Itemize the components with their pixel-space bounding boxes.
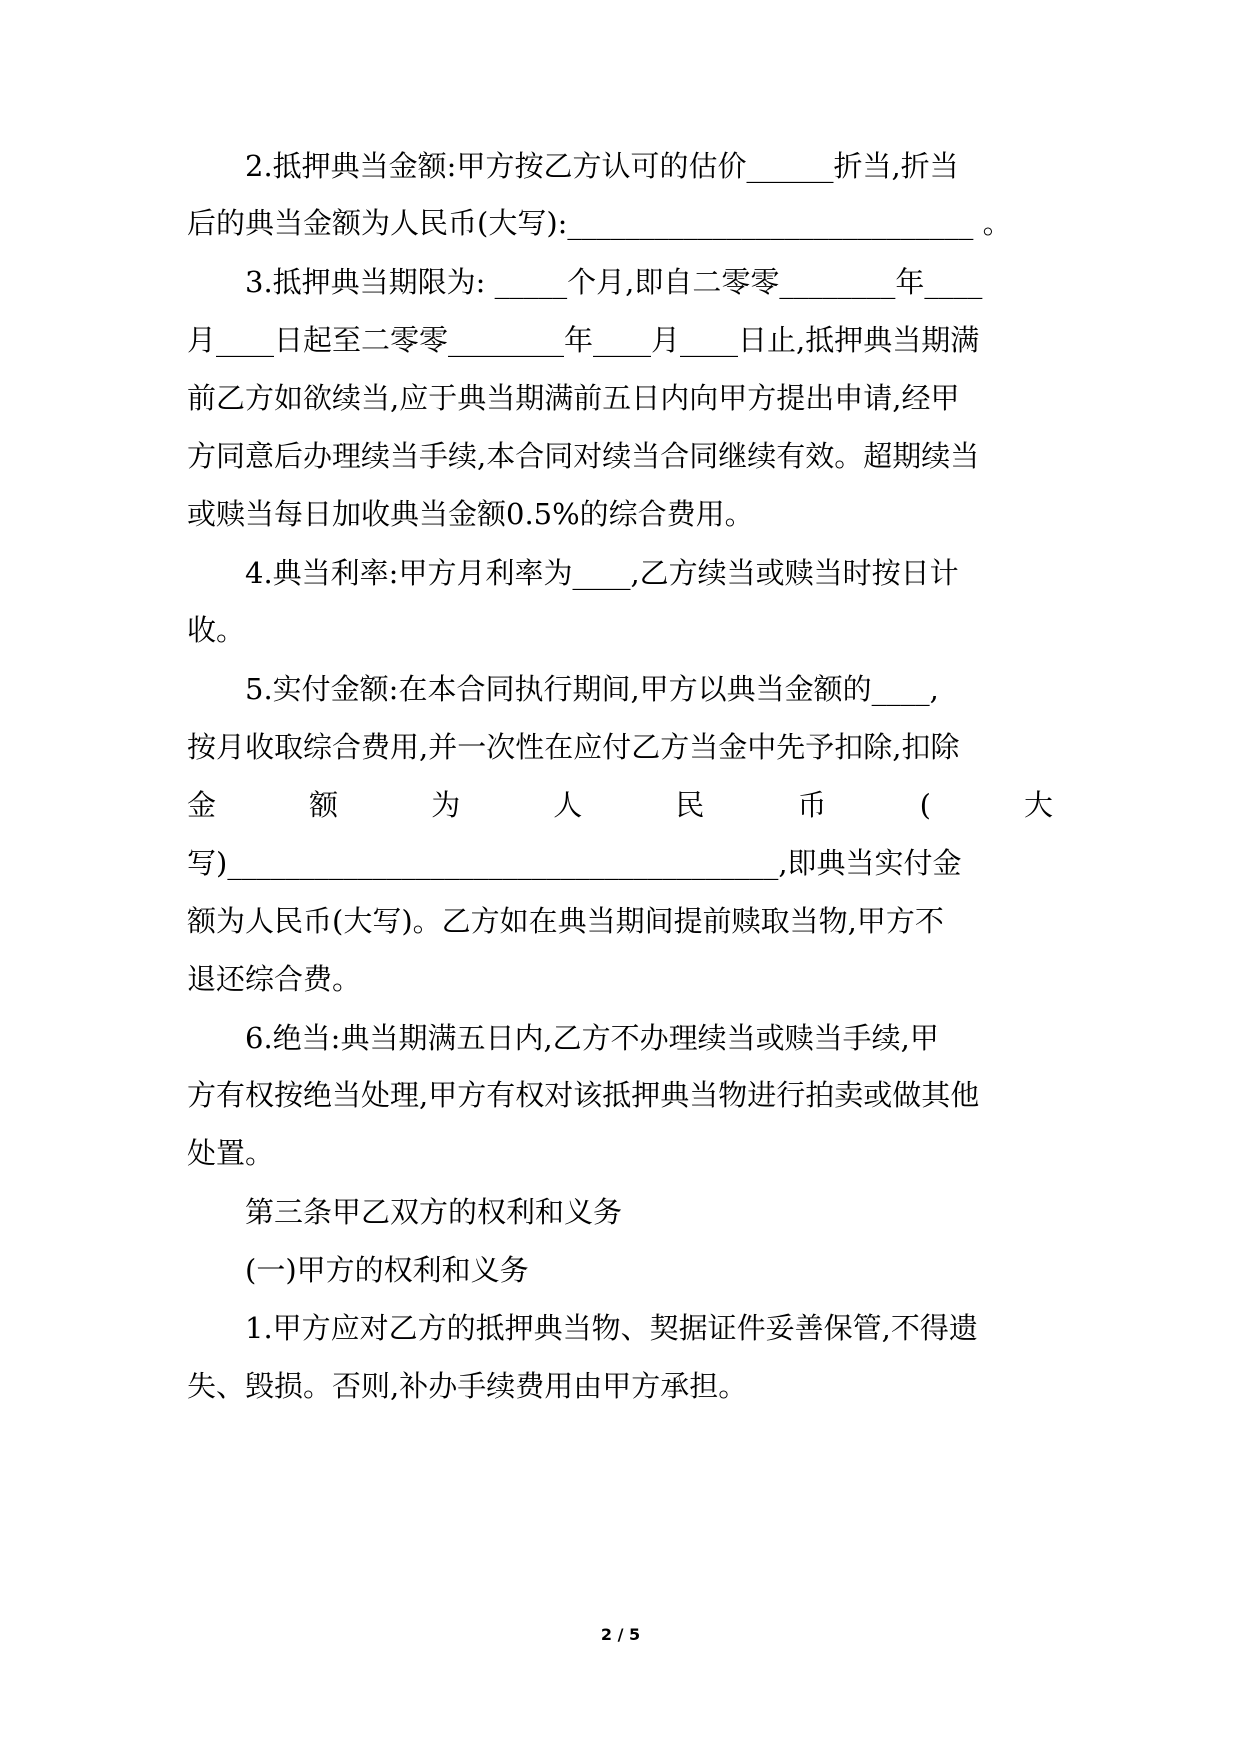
paragraph-line: 处置。 (187, 1136, 275, 1170)
paragraph-line: 收。 (187, 613, 246, 647)
paragraph-line: 写)______________________________________,即典当实付金 (187, 846, 962, 880)
paragraph-line: 1.甲方应对乙方的抵押典当物、契据证件妥善保管,不得遗 (245, 1311, 978, 1345)
paragraph-line: 失、毁损。否则,补办手续费用由甲方承担。 (187, 1369, 748, 1403)
spread-char: 币 (797, 788, 827, 822)
subsection-heading: (一)甲方的权利和义务 (245, 1253, 529, 1287)
paragraph-line: 后的典当金额为人民币(大写):____________________________ 。 (187, 206, 1012, 240)
paragraph-line: 4.典当利率:甲方月利率为____,乙方续当或赎当时按日计 (245, 556, 959, 590)
paragraph-line: 2.抵押典当金额:甲方按乙方认可的估价______折当,折当 (245, 149, 959, 183)
spread-char: 大 (1023, 788, 1053, 822)
paragraph-line: 前乙方如欲续当,应于典当期满前五日内向甲方提出申请,经甲 (187, 381, 960, 415)
spread-char: ( (919, 788, 931, 822)
spread-char: 人 (553, 788, 583, 822)
paragraph-line: 月____日起至二零零________年____月____日止,抵押典当期满 (187, 323, 980, 357)
spread-char: 额 (309, 788, 339, 822)
paragraph-line: 额为人民币(大写)。乙方如在典当期间提前赎取当物,甲方不 (187, 904, 944, 938)
paragraph-line: 或赎当每日加收典当金额0.5%的综合费用。 (187, 497, 754, 531)
spread-char: 为 (431, 788, 461, 822)
page-number: 2 / 5 (600, 1625, 641, 1644)
paragraph-line: 6.绝当:典当期满五日内,乙方不办理续当或赎当手续,甲 (245, 1021, 939, 1055)
paragraph-line: 按月收取综合费用,并一次性在应付乙方当金中先予扣除,扣除 (187, 730, 960, 764)
paragraph-line: 5.实付金额:在本合同执行期间,甲方以典当金额的____, (245, 672, 939, 706)
paragraph-line: 退还综合费。 (187, 962, 362, 996)
justified-line (187, 785, 1053, 825)
spread-char: 民 (675, 788, 705, 822)
paragraph-line: 方同意后办理续当手续,本合同对续当合同继续有效。超期续当 (187, 439, 980, 473)
spread-char: 金 (187, 788, 217, 822)
section-heading: 第三条甲乙双方的权利和义务 (245, 1195, 623, 1229)
paragraph-line: 3.抵押典当期限为: _____个月,即自二零零________年____ (245, 265, 983, 299)
paragraph-line: 方有权按绝当处理,甲方有权对该抵押典当物进行拍卖或做其他 (187, 1078, 980, 1112)
